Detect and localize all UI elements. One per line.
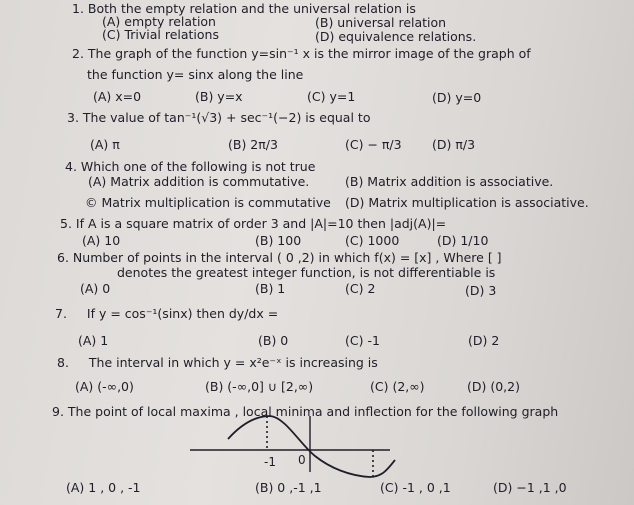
q2-option-a[interactable]: (A) x=0 bbox=[93, 89, 142, 104]
q5-text-line bbox=[60, 217, 446, 231]
q7-text: If y = cos⁻¹(sinx) then dy/dx = bbox=[86, 306, 279, 321]
graph-label-zero: 0 bbox=[298, 453, 306, 467]
q3-option-c[interactable]: (C) − π/3 bbox=[345, 137, 402, 152]
q8-option-b[interactable]: (B) (-∞,0] ∪ [2,∞) bbox=[205, 379, 314, 394]
q9-number: 9. bbox=[52, 404, 64, 419]
q1-number: 1. bbox=[72, 1, 84, 16]
q2-text-line bbox=[72, 47, 531, 61]
q5-option-d[interactable]: (D) 1/10 bbox=[437, 233, 489, 248]
q4-text-line bbox=[65, 160, 315, 174]
q2-number: 2. bbox=[72, 46, 84, 61]
q9-graph bbox=[190, 414, 400, 484]
q5-number: 5. bbox=[60, 216, 72, 231]
q3-number: 3. bbox=[67, 110, 79, 125]
q6-option-a[interactable]: (A) 0 bbox=[80, 281, 111, 296]
q6-text-line bbox=[57, 251, 502, 265]
q1-option-d[interactable]: (D) equivalence relations. bbox=[315, 29, 477, 44]
q1-option-c[interactable]: (C) Trivial relations bbox=[102, 27, 219, 42]
q4-option-b[interactable]: (B) Matrix addition is associative. bbox=[345, 174, 554, 189]
q7-number: 7. bbox=[55, 306, 67, 321]
q4-option-c[interactable]: © Matrix multiplication is commutative bbox=[85, 195, 331, 210]
graph-label-minus-one: -1 bbox=[264, 455, 276, 469]
q9-option-a[interactable]: (A) 1 , 0 , -1 bbox=[66, 480, 141, 495]
q3-option-b[interactable]: (B) 2π/3 bbox=[228, 137, 278, 152]
q8-option-c[interactable]: (C) (2,∞) bbox=[370, 379, 425, 394]
q7-text-line bbox=[55, 307, 278, 321]
q9-option-b[interactable]: (B) 0 ,-1 ,1 bbox=[255, 480, 322, 495]
q7-option-b[interactable]: (B) 0 bbox=[258, 333, 289, 348]
q9-option-d[interactable]: (D) −1 ,1 ,0 bbox=[493, 480, 567, 495]
q9-option-c[interactable]: (C) -1 , 0 ,1 bbox=[380, 480, 451, 495]
q8-text-line bbox=[57, 356, 378, 370]
q5-option-a[interactable]: (A) 10 bbox=[82, 233, 121, 248]
q3-option-d[interactable]: (D) π/3 bbox=[432, 137, 476, 152]
q2-text-line2: the function y= sinx along the line bbox=[87, 67, 304, 82]
q4-option-d[interactable]: (D) Matrix multiplication is associative. bbox=[345, 195, 589, 210]
q5-option-b[interactable]: (B) 100 bbox=[255, 233, 302, 248]
q6-text-line2: denotes the greatest integer function, is not differentiable is bbox=[117, 265, 496, 280]
q2-option-b[interactable]: (B) y=x bbox=[195, 89, 243, 104]
q6-option-c[interactable]: (C) 2 bbox=[345, 281, 376, 296]
q2-option-d[interactable]: (D) y=0 bbox=[432, 90, 482, 105]
q1-option-b[interactable]: (B) universal relation bbox=[315, 15, 447, 30]
q1-option-a[interactable]: (A) empty relation bbox=[102, 14, 216, 29]
q7-option-d[interactable]: (D) 2 bbox=[468, 333, 500, 348]
q6-text: Number of points in the interval ( 0 ,2) in which f(x) = [x] , Where [ ] bbox=[72, 250, 502, 265]
q5-option-c[interactable]: (C) 1000 bbox=[345, 233, 400, 248]
q6-option-b[interactable]: (B) 1 bbox=[255, 281, 286, 296]
q2-text: The graph of the function y=sin⁻¹ x is the mirror image of the graph of bbox=[87, 46, 531, 61]
q4-number: 4. bbox=[65, 159, 77, 174]
q2-option-c[interactable]: (C) y=1 bbox=[307, 89, 356, 104]
q1-text: Both the empty relation and the universal relation is bbox=[87, 1, 416, 16]
q4-option-a[interactable]: (A) Matrix addition is commutative. bbox=[88, 174, 310, 189]
q3-text-line bbox=[67, 111, 370, 125]
q8-number: 8. bbox=[57, 355, 69, 370]
q7-option-c[interactable]: (C) -1 bbox=[345, 333, 380, 348]
q4-text: Which one of the following is not true bbox=[80, 159, 316, 174]
q6-number: 6. bbox=[57, 250, 69, 265]
q6-option-d[interactable]: (D) 3 bbox=[465, 283, 497, 298]
q5-text: If A is a square matrix of order 3 and |A|=10 then |adj(A)|= bbox=[75, 216, 447, 231]
q3-option-a[interactable]: (A) π bbox=[90, 137, 120, 152]
graph-curve bbox=[228, 416, 395, 477]
q9-text: The point of local maxima , local minima and inflection for the following graph bbox=[67, 404, 559, 419]
q8-option-a[interactable]: (A) (-∞,0) bbox=[75, 379, 134, 394]
q8-text: The interval in which y = x²e⁻ˣ is increasing is bbox=[88, 355, 378, 370]
q8-option-d[interactable]: (D) (0,2) bbox=[467, 379, 520, 394]
q7-option-a[interactable]: (A) 1 bbox=[78, 333, 109, 348]
q3-text: The value of tan⁻¹(√3) + sec⁻¹(−2) is equal to bbox=[82, 110, 371, 125]
